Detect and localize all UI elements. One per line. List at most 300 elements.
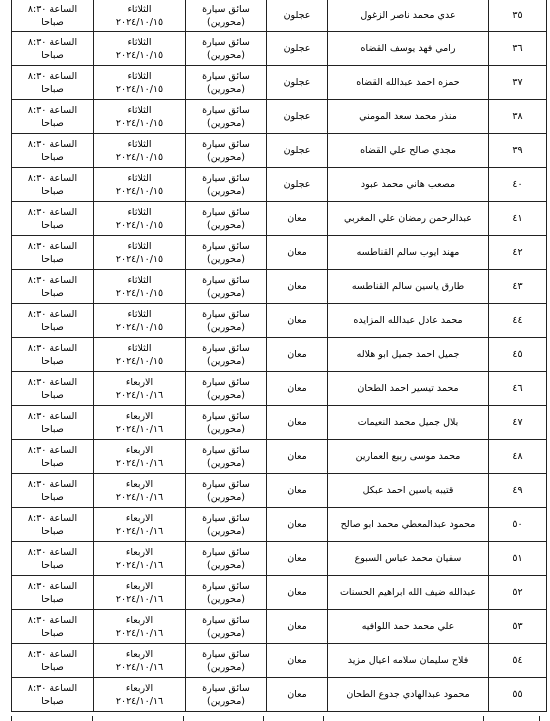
job-title: سائق سيارة (202, 308, 250, 320)
exam-period: صباحا (41, 695, 64, 707)
date-cell (94, 100, 186, 134)
row-number-cell (489, 270, 547, 304)
city-name: معان (287, 213, 307, 224)
job-title: سائق سيارة (202, 240, 250, 252)
column-divider (483, 716, 484, 721)
time-cell (12, 32, 94, 66)
exam-time: الساعة ٨:٣٠ (27, 36, 78, 48)
exam-day: الثلاثاء (127, 172, 152, 184)
row-number-cell (489, 304, 547, 338)
row-number-cell (489, 66, 547, 100)
row-number: ٣٩ (512, 145, 523, 156)
row-number: ٤٦ (512, 383, 523, 394)
job-title: سائق سيارة (202, 274, 250, 286)
job-category: (محورين) (206, 117, 245, 129)
exam-day: الثلاثاء (127, 104, 152, 116)
applicant-name: طارق ياسين سالم القناطسه (351, 281, 465, 292)
column-divider (183, 716, 184, 721)
city-name: عجلون (283, 43, 311, 54)
applicant-name: رامي فهد يوسف القضاه (360, 43, 456, 54)
exam-time: الساعة ٨:٣٠ (27, 274, 78, 286)
exam-period: صباحا (41, 49, 64, 61)
row-number-cell (489, 100, 547, 134)
exam-date: ٢٠٢٤/١٠/١٦ (115, 423, 164, 435)
time-cell (12, 304, 94, 338)
date-cell (94, 678, 186, 712)
exam-time: الساعة ٨:٣٠ (27, 308, 78, 320)
name-cell (328, 134, 489, 168)
job-cell (186, 678, 267, 712)
time-cell (12, 0, 94, 32)
name-cell (328, 236, 489, 270)
name-cell (328, 508, 489, 542)
city-cell (267, 576, 328, 610)
time-cell (12, 134, 94, 168)
exam-period: صباحا (41, 661, 64, 673)
city-cell (267, 134, 328, 168)
city-cell (267, 0, 328, 32)
exam-day: الثلاثاء (127, 274, 152, 286)
table-row (12, 542, 547, 576)
row-number-cell (489, 134, 547, 168)
date-cell (94, 440, 186, 474)
exam-period: صباحا (41, 321, 64, 333)
applicant-name: محمود عبدالمعطي محمد ابو صالح (340, 519, 476, 530)
exam-period: صباحا (41, 593, 64, 605)
row-number: ٤٠ (512, 179, 523, 190)
exam-date: ٢٠٢٤/١٠/١٥ (115, 321, 164, 333)
job-category: (محورين) (206, 253, 245, 265)
row-number: ٤٥ (512, 349, 523, 360)
city-cell (267, 678, 328, 712)
exam-day: الاربعاء (125, 614, 154, 626)
job-category: (محورين) (206, 627, 245, 639)
city-cell (267, 168, 328, 202)
job-cell (186, 440, 267, 474)
date-cell (94, 202, 186, 236)
name-cell (328, 644, 489, 678)
applicant-name: مهند ايوب سالم القناطسه (356, 247, 460, 258)
city-name: معان (287, 655, 307, 666)
date-cell (94, 474, 186, 508)
exam-date: ٢٠٢٤/١٠/١٦ (115, 525, 164, 537)
table-row (12, 338, 547, 372)
exam-time: الساعة ٨:٣٠ (27, 138, 78, 150)
exam-period: صباحا (41, 389, 64, 401)
job-title: سائق سيارة (202, 376, 250, 388)
time-cell (12, 66, 94, 100)
row-number: ٥٣ (512, 621, 523, 632)
applicant-name: مجدي صالح علي القضاه (360, 145, 456, 156)
applicant-name: محمد تيسير احمد الطحان (357, 383, 459, 394)
time-cell (12, 644, 94, 678)
row-number: ٥٥ (512, 689, 523, 700)
applicant-name: فلاح سليمان سلامه اعيال مزيد (347, 655, 469, 666)
row-number-cell (489, 0, 547, 32)
exam-day: الاربعاء (125, 478, 154, 490)
row-number-cell (489, 644, 547, 678)
date-cell (94, 270, 186, 304)
column-divider (323, 716, 324, 721)
city-name: معان (287, 621, 307, 632)
row-number: ٣٧ (512, 77, 523, 88)
row-number-cell (489, 508, 547, 542)
exam-time: الساعة ٨:٣٠ (27, 240, 78, 252)
name-cell (328, 576, 489, 610)
date-cell (94, 66, 186, 100)
applicant-name: محمود عبدالهادي جدوع الطحان (346, 689, 470, 700)
exam-day: الاربعاء (125, 580, 154, 592)
job-category: (محورين) (206, 355, 245, 367)
row-number: ٥١ (512, 553, 523, 564)
exam-date: ٢٠٢٤/١٠/١٥ (115, 355, 164, 367)
job-category: (محورين) (206, 83, 245, 95)
city-name: معان (287, 485, 307, 496)
exam-time: الساعة ٨:٣٠ (27, 104, 78, 116)
city-cell (267, 270, 328, 304)
exam-day: الثلاثاء (127, 36, 152, 48)
name-cell (328, 474, 489, 508)
row-number-cell (489, 406, 547, 440)
city-name: معان (287, 587, 307, 598)
time-cell (12, 270, 94, 304)
date-cell (94, 406, 186, 440)
exam-time: الساعة ٨:٣٠ (27, 3, 78, 15)
exam-time: الساعة ٨:٣٠ (27, 546, 78, 558)
job-cell (186, 134, 267, 168)
job-category: (محورين) (206, 525, 245, 537)
exam-day: الاربعاء (125, 512, 154, 524)
job-title: سائق سيارة (202, 614, 250, 626)
city-name: معان (287, 417, 307, 428)
city-cell (267, 304, 328, 338)
city-cell (267, 202, 328, 236)
row-number: ٤٨ (512, 451, 523, 462)
name-cell (328, 678, 489, 712)
row-number-cell (489, 202, 547, 236)
exam-date: ٢٠٢٤/١٠/١٦ (115, 457, 164, 469)
time-cell (12, 508, 94, 542)
city-name: معان (287, 281, 307, 292)
exam-date: ٢٠٢٤/١٠/١٦ (115, 559, 164, 571)
applicant-name: حمزه احمد عبدالله القضاه (356, 77, 460, 88)
job-cell (186, 168, 267, 202)
job-title: سائق سيارة (202, 104, 250, 116)
row-number: ٤٢ (512, 247, 523, 258)
city-cell (267, 66, 328, 100)
city-cell (267, 32, 328, 66)
city-cell (267, 100, 328, 134)
exam-day: الثلاثاء (127, 206, 152, 218)
city-name: معان (287, 689, 307, 700)
time-cell (12, 542, 94, 576)
job-cell (186, 508, 267, 542)
name-cell (328, 270, 489, 304)
job-category: (محورين) (206, 49, 245, 61)
job-title: سائق سيارة (202, 70, 250, 82)
city-cell (267, 406, 328, 440)
time-cell (12, 406, 94, 440)
exam-time: الساعة ٨:٣٠ (27, 172, 78, 184)
exam-date: ٢٠٢٤/١٠/١٥ (115, 287, 164, 299)
table-row (12, 304, 547, 338)
exam-date: ٢٠٢٤/١٠/١٦ (115, 389, 164, 401)
row-number: ٣٦ (512, 43, 523, 54)
exam-period: صباحا (41, 185, 64, 197)
applicants-table-body (12, 0, 547, 712)
job-title: سائق سيارة (202, 138, 250, 150)
job-cell (186, 542, 267, 576)
city-name: عجلون (283, 179, 311, 190)
city-name: معان (287, 349, 307, 360)
exam-date: ٢٠٢٤/١٠/١٦ (115, 661, 164, 673)
city-name: معان (287, 247, 307, 258)
table-row (12, 32, 547, 66)
name-cell (328, 372, 489, 406)
date-cell (94, 576, 186, 610)
exam-date: ٢٠٢٤/١٠/١٥ (115, 151, 164, 163)
time-cell (12, 202, 94, 236)
city-cell (267, 508, 328, 542)
table-row (12, 474, 547, 508)
city-name: معان (287, 519, 307, 530)
job-category: (محورين) (206, 219, 245, 231)
city-name: معان (287, 451, 307, 462)
date-cell (94, 134, 186, 168)
table-row (12, 508, 547, 542)
applicant-name: علي محمد حمد اللوافيه (361, 621, 455, 632)
exam-time: الساعة ٨:٣٠ (27, 206, 78, 218)
row-number-cell (489, 372, 547, 406)
applicant-name: جميل احمد جميل ابو هلاله (356, 349, 460, 360)
city-name: عجلون (283, 77, 311, 88)
exam-period: صباحا (41, 151, 64, 163)
row-number: ٤١ (512, 213, 523, 224)
city-cell (267, 440, 328, 474)
exam-period: صباحا (41, 627, 64, 639)
exam-period: صباحا (41, 287, 64, 299)
exam-period: صباحا (41, 525, 64, 537)
row-number-cell (489, 338, 547, 372)
date-cell (94, 168, 186, 202)
row-number-cell (489, 576, 547, 610)
exam-period: صباحا (41, 16, 64, 28)
exam-time: الساعة ٨:٣٠ (27, 648, 78, 660)
date-cell (94, 338, 186, 372)
time-cell (12, 372, 94, 406)
job-title: سائق سيارة (202, 3, 250, 15)
table-row (12, 644, 547, 678)
exam-day: الثلاثاء (127, 308, 152, 320)
row-number: ٥٢ (512, 587, 523, 598)
job-cell (186, 100, 267, 134)
row-number: ٤٩ (512, 485, 523, 496)
exam-time: الساعة ٨:٣٠ (27, 682, 78, 694)
name-cell (328, 406, 489, 440)
row-number: ٣٥ (512, 10, 523, 21)
exam-date: ٢٠٢٤/١٠/١٥ (115, 185, 164, 197)
exam-day: الاربعاء (125, 682, 154, 694)
exam-day: الثلاثاء (127, 70, 152, 82)
city-name: معان (287, 553, 307, 564)
job-category: (محورين) (206, 457, 245, 469)
city-cell (267, 474, 328, 508)
row-number-cell (489, 610, 547, 644)
row-number-cell (489, 236, 547, 270)
city-name: عجلون (283, 145, 311, 156)
exam-period: صباحا (41, 457, 64, 469)
time-cell (12, 236, 94, 270)
row-number: ٥٤ (512, 655, 523, 666)
exam-period: صباحا (41, 491, 64, 503)
job-cell (186, 644, 267, 678)
exam-time: الساعة ٨:٣٠ (27, 614, 78, 626)
row-number: ٤٣ (512, 281, 523, 292)
row-number: ٣٨ (512, 111, 523, 122)
job-category: (محورين) (206, 151, 245, 163)
date-cell (94, 542, 186, 576)
row-number-cell (489, 678, 547, 712)
date-cell (94, 236, 186, 270)
row-number-cell (489, 474, 547, 508)
exam-time: الساعة ٨:٣٠ (27, 580, 78, 592)
table-continuation (11, 716, 540, 721)
applicant-name: مصعب هاني محمد عبود (360, 179, 456, 190)
job-category: (محورين) (206, 559, 245, 571)
name-cell (328, 168, 489, 202)
table-row (12, 66, 547, 100)
job-category: (محورين) (206, 287, 245, 299)
date-cell (94, 644, 186, 678)
time-cell (12, 610, 94, 644)
table-row (12, 372, 547, 406)
job-title: سائق سيارة (202, 478, 250, 490)
exam-day: الاربعاء (125, 546, 154, 558)
job-cell (186, 32, 267, 66)
applicant-name: بلال جميل محمد النعيمات (357, 417, 459, 428)
exam-day: الثلاثاء (127, 240, 152, 252)
job-title: سائق سيارة (202, 172, 250, 184)
job-title: سائق سيارة (202, 206, 250, 218)
exam-time: الساعة ٨:٣٠ (27, 70, 78, 82)
exam-period: صباحا (41, 253, 64, 265)
row-number: ٤٧ (512, 417, 523, 428)
exam-period: صباحا (41, 559, 64, 571)
exam-day: الاربعاء (125, 444, 154, 456)
time-cell (12, 474, 94, 508)
table-row (12, 134, 547, 168)
exam-day: الثلاثاء (127, 342, 152, 354)
name-cell (328, 202, 489, 236)
exam-period: صباحا (41, 117, 64, 129)
job-title: سائق سيارة (202, 444, 250, 456)
job-title: سائق سيارة (202, 410, 250, 422)
name-cell (328, 338, 489, 372)
exam-day: الثلاثاء (127, 138, 152, 150)
exam-date: ٢٠٢٤/١٠/١٥ (115, 117, 164, 129)
table-row (12, 406, 547, 440)
city-name: عجلون (283, 10, 311, 21)
job-category: (محورين) (206, 695, 245, 707)
row-number-cell (489, 542, 547, 576)
city-cell (267, 542, 328, 576)
job-title: سائق سيارة (202, 580, 250, 592)
job-title: سائق سيارة (202, 648, 250, 660)
exam-period: صباحا (41, 219, 64, 231)
date-cell (94, 372, 186, 406)
date-cell (94, 0, 186, 32)
exam-time: الساعة ٨:٣٠ (27, 376, 78, 388)
table-row (12, 576, 547, 610)
city-cell (267, 372, 328, 406)
name-cell (328, 542, 489, 576)
job-cell (186, 372, 267, 406)
city-name: عجلون (283, 111, 311, 122)
name-cell (328, 32, 489, 66)
job-title: سائق سيارة (202, 546, 250, 558)
exam-date: ٢٠٢٤/١٠/١٥ (115, 253, 164, 265)
applicant-name: عدي محمد ناصر الزغول (360, 10, 456, 21)
date-cell (94, 610, 186, 644)
time-cell (12, 100, 94, 134)
exam-date: ٢٠٢٤/١٠/١٥ (115, 219, 164, 231)
exam-day: الثلاثاء (127, 3, 152, 15)
city-cell (267, 644, 328, 678)
exam-time: الساعة ٨:٣٠ (27, 444, 78, 456)
exam-day: الاربعاء (125, 410, 154, 422)
exam-period: صباحا (41, 83, 64, 95)
name-cell (328, 66, 489, 100)
exam-date: ٢٠٢٤/١٠/١٦ (115, 491, 164, 503)
name-cell (328, 440, 489, 474)
job-cell (186, 236, 267, 270)
job-cell (186, 0, 267, 32)
job-category: (محورين) (206, 389, 245, 401)
exam-time: الساعة ٨:٣٠ (27, 512, 78, 524)
name-cell (328, 0, 489, 32)
job-cell (186, 270, 267, 304)
job-cell (186, 66, 267, 100)
job-category: (محورين) (206, 185, 245, 197)
job-category: (محورين) (206, 491, 245, 503)
job-category: (محورين) (206, 661, 245, 673)
job-cell (186, 474, 267, 508)
job-category: (محورين) (206, 423, 245, 435)
exam-time: الساعة ٨:٣٠ (27, 342, 78, 354)
exam-date: ٢٠٢٤/١٠/١٥ (115, 16, 164, 28)
applicant-name: عبدالله ضيف الله ابراهيم الحسنات (339, 587, 477, 598)
applicant-name: قتيبه ياسين احمد عبكل (362, 485, 454, 496)
applicants-table (11, 0, 547, 712)
row-number: ٥٠ (512, 519, 523, 530)
job-cell (186, 406, 267, 440)
exam-date: ٢٠٢٤/١٠/١٦ (115, 695, 164, 707)
exam-period: صباحا (41, 423, 64, 435)
job-category: (محورين) (206, 321, 245, 333)
applicant-name: عبدالرحمن رمضان علي المغربي (344, 213, 472, 224)
table-row (12, 168, 547, 202)
table-row (12, 0, 547, 32)
exam-date: ٢٠٢٤/١٠/١٦ (115, 627, 164, 639)
exam-date: ٢٠٢٤/١٠/١٥ (115, 49, 164, 61)
table-row (12, 610, 547, 644)
city-name: معان (287, 383, 307, 394)
table-row (12, 100, 547, 134)
table-row (12, 236, 547, 270)
applicant-name: سفيان محمد عباس السبوع (354, 553, 462, 564)
date-cell (94, 508, 186, 542)
job-title: سائق سيارة (202, 342, 250, 354)
